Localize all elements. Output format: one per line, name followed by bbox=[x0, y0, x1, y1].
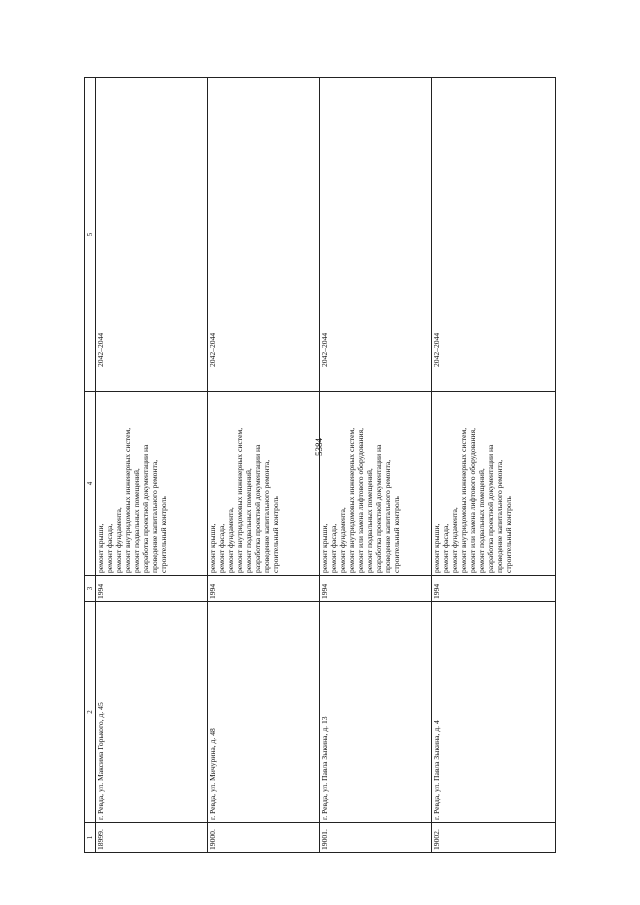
work-item: ремонт фундамента, bbox=[450, 507, 459, 573]
work-item: ремонт фундамента, bbox=[114, 507, 123, 573]
row-number: 19000. bbox=[208, 823, 320, 853]
row-year: 1994 bbox=[208, 576, 320, 602]
work-item: разработка проектной документации на bbox=[374, 444, 383, 573]
work-item: ремонт подвальных помещений, bbox=[365, 468, 374, 573]
work-item: ремонт внутридомовых инженерных систем, bbox=[235, 427, 244, 573]
row-year: 1994 bbox=[320, 576, 432, 602]
work-item: ремонт подвальных помещений, bbox=[132, 468, 141, 573]
work-item: ремонт фасада, bbox=[441, 523, 450, 573]
row-year: 1994 bbox=[96, 576, 208, 602]
work-item: ремонт подвальных помещений, bbox=[477, 468, 486, 573]
header-col-4: 4 bbox=[85, 392, 96, 576]
row-period: 2042–2044 bbox=[320, 78, 432, 392]
work-item: ремонт фасада, bbox=[329, 523, 338, 573]
work-item: проведение капитального ремонта, bbox=[383, 459, 392, 573]
header-col-5: 5 bbox=[85, 78, 96, 392]
work-item: проведение капитального ремонта, bbox=[495, 459, 504, 573]
rotated-table-container bbox=[84, 78, 554, 853]
row-period: 2042–2044 bbox=[96, 78, 208, 392]
row-number: 18999. bbox=[96, 823, 208, 853]
repair-schedule-table bbox=[84, 77, 556, 853]
row-period: 2042–2044 bbox=[432, 78, 556, 392]
row-works bbox=[320, 392, 432, 576]
work-item: проведение капитального ремонта, bbox=[150, 459, 159, 573]
work-item: разработка проектной документации на bbox=[486, 444, 495, 573]
work-item: ремонт фасада, bbox=[217, 523, 226, 573]
work-item: ремонт фасада, bbox=[105, 523, 114, 573]
work-item: ремонт или замена лифтового оборудования, bbox=[468, 428, 477, 573]
work-item: ремонт фундамента, bbox=[226, 507, 235, 573]
row-number: 19001. bbox=[320, 823, 432, 853]
table-row bbox=[432, 78, 556, 853]
work-item: ремонт или замена лифтового оборудования, bbox=[356, 428, 365, 573]
row-works bbox=[96, 392, 208, 576]
work-item: проведение капитального ремонта, bbox=[262, 459, 271, 573]
row-year: 1994 bbox=[432, 576, 556, 602]
work-item: ремонт крыши, bbox=[432, 523, 441, 573]
row-works bbox=[208, 392, 320, 576]
work-item: строительный контроль bbox=[271, 496, 280, 573]
row-period: 2042–2044 bbox=[208, 78, 320, 392]
work-item: ремонт крыши, bbox=[208, 523, 217, 573]
header-col-1: 1 bbox=[85, 823, 96, 853]
work-item: разработка проектной документации на bbox=[253, 444, 262, 573]
work-item: строительный контроль bbox=[392, 496, 401, 573]
work-item: разработка проектной документации на bbox=[141, 444, 150, 573]
work-item: строительный контроль bbox=[504, 496, 513, 573]
row-works bbox=[432, 392, 556, 576]
header-col-2: 2 bbox=[85, 602, 96, 823]
work-item: ремонт внутридомовых инженерных систем, bbox=[459, 427, 468, 573]
row-address: г. Ревда, ул. Павла Зыкина, д. 13 bbox=[320, 602, 432, 823]
row-address: г. Ревда, ул. Павла Зыкина, д. 4 bbox=[432, 602, 556, 823]
header-col-3: 3 bbox=[85, 576, 96, 602]
header-row bbox=[85, 78, 96, 853]
page-number: 5384 bbox=[314, 438, 324, 456]
row-address: г. Ревда, ул. Мичурина, д. 48 bbox=[208, 602, 320, 823]
table-row bbox=[208, 78, 320, 853]
work-item: ремонт внутридомовых инженерных систем, bbox=[347, 427, 356, 573]
work-item: ремонт фундамента, bbox=[338, 507, 347, 573]
table-row bbox=[320, 78, 432, 853]
work-item: ремонт крыши, bbox=[320, 523, 329, 573]
table-row bbox=[96, 78, 208, 853]
row-number: 19002. bbox=[432, 823, 556, 853]
work-item: ремонт внутридомовых инженерных систем, bbox=[123, 427, 132, 573]
work-item: ремонт крыши, bbox=[96, 523, 105, 573]
work-item: ремонт подвальных помещений, bbox=[244, 468, 253, 573]
work-item: строительный контроль bbox=[159, 496, 168, 573]
row-address: г. Ревда, ул. Максима Горького, д. 45 bbox=[96, 602, 208, 823]
